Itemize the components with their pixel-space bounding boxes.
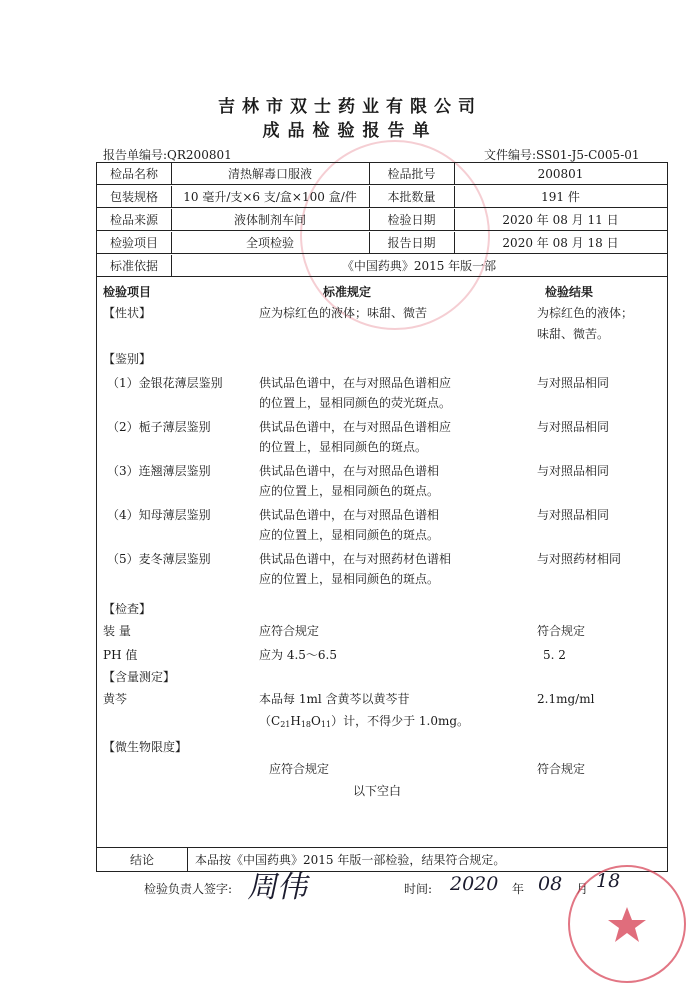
check-2-name: PH 值 xyxy=(103,648,138,662)
formula-o-sub: 11 xyxy=(320,720,332,729)
info-row-standard xyxy=(97,255,667,277)
ident-1-spec-line2: 的位置上，显相同颜色的荧光斑点。 xyxy=(259,396,452,410)
ident-3-result: 与对照品相同 xyxy=(537,464,610,478)
section-identification: 【鉴别】 xyxy=(103,352,152,366)
year-value: 2020 xyxy=(450,873,499,895)
standard-value: 《中国药典》2015 年版一部 xyxy=(341,259,497,273)
test-date-value: 2020 年 08 月 11 日 xyxy=(502,213,619,227)
ident-5-name: （5）麦冬薄层鉴别 xyxy=(107,552,211,566)
column-item-header: 检验项目 xyxy=(103,285,152,299)
time-label: 时间: xyxy=(404,882,433,896)
ident-3-name: （3）连翘薄层鉴别 xyxy=(107,464,211,478)
report-number-label: 报告单编号: xyxy=(103,148,168,162)
formula-o: O xyxy=(311,714,321,728)
report-date-label: 报告日期 xyxy=(387,236,436,250)
report-number-value: QR200801 xyxy=(167,148,232,162)
file-number xyxy=(484,146,640,163)
info-row-spec xyxy=(97,186,667,208)
assay-spec-line2 xyxy=(259,711,469,735)
character-spec: 应为棕红色的液体；味甜、微苦 xyxy=(259,306,428,320)
check-1-name: 装 量 xyxy=(103,624,131,638)
info-row-source xyxy=(97,209,667,231)
month-value: 08 xyxy=(538,873,563,895)
signature: 周伟 xyxy=(245,870,313,905)
formula-h: H xyxy=(290,714,301,728)
column-spec-header: 标准规定 xyxy=(323,285,372,299)
section-character: 【性状】 xyxy=(103,306,152,320)
check-1-spec: 应符合规定 xyxy=(259,624,320,638)
conclusion-label: 结论 xyxy=(129,853,154,867)
source-label: 检品来源 xyxy=(109,213,158,227)
ident-1-result: 与对照品相同 xyxy=(537,376,610,390)
ident-5-spec-line2: 应的位置上，显相同颜色的斑点。 xyxy=(259,572,440,586)
test-date-label: 检验日期 xyxy=(387,213,436,227)
seal-star-icon xyxy=(570,867,684,981)
ident-5-result: 与对照药材相同 xyxy=(537,552,622,566)
batch-value: 200801 xyxy=(537,167,584,181)
item-value: 全项检验 xyxy=(245,236,294,250)
character-result-line1: 为棕红色的液体； xyxy=(537,306,634,320)
batch-label: 检品批号 xyxy=(387,167,436,181)
ident-2-name: （2）栀子薄层鉴别 xyxy=(107,420,211,434)
ident-1-spec-line1: 供试品色谱中，在与对照品色谱相应 xyxy=(259,376,452,390)
day-value: 18 xyxy=(596,870,621,892)
assay-spec-line1: 本品每 1ml 含黄芩以黄芩苷 xyxy=(259,692,410,706)
ident-4-result: 与对照品相同 xyxy=(537,508,610,522)
ident-5-spec-line1: 供试品色谱中，在与对照药材色谱相 xyxy=(259,552,452,566)
ident-4-name: （4）知母薄层鉴别 xyxy=(107,508,211,522)
report-table xyxy=(96,162,668,872)
report-date-value: 2020 年 08 月 18 日 xyxy=(502,236,619,250)
conclusion-text: 本品按《中国药典》2015 年版一部检验，结果符合规定。 xyxy=(195,853,506,867)
assay-name: 黄芩 xyxy=(103,692,128,706)
ident-4-spec-line1: 供试品色谱中，在与对照品色谱相 xyxy=(259,508,440,522)
qty-label: 本批数量 xyxy=(387,190,436,204)
formula-rest: ）计，不得少于 1.0mg。 xyxy=(331,714,470,728)
ident-2-spec-line2: 的位置上，显相同颜色的斑点。 xyxy=(259,440,428,454)
report-number xyxy=(103,146,232,163)
ident-1-name: （1）金银花薄层鉴别 xyxy=(107,376,223,390)
month-unit: 月 xyxy=(576,882,589,896)
formula-h-sub: 18 xyxy=(300,720,312,729)
check-2-spec: 应为 4.5～6.5 xyxy=(259,648,337,662)
file-number-value: SS01-J5-C005-01 xyxy=(536,148,640,162)
ident-2-result: 与对照品相同 xyxy=(537,420,610,434)
quality-seal xyxy=(568,865,686,983)
spec-label: 包装规格 xyxy=(109,190,158,204)
signer-label: 检验负责人签字: xyxy=(144,882,233,896)
blank-below-note: 以下空白 xyxy=(353,784,402,798)
assay-result: 2.1mg/ml xyxy=(537,692,595,706)
item-label: 检验项目 xyxy=(109,236,158,250)
micro-spec: 应符合规定 xyxy=(269,762,330,776)
year-unit: 年 xyxy=(512,882,525,896)
qty-value: 191 件 xyxy=(541,190,580,204)
standard-label: 标准依据 xyxy=(109,259,158,273)
column-result-header: 检验结果 xyxy=(545,285,594,299)
file-number-label: 文件编号: xyxy=(484,148,537,162)
check-2-result: 5. 2 xyxy=(543,648,566,662)
document-title: 成品检验报告单 xyxy=(262,121,438,141)
formula-open: （C xyxy=(259,714,281,728)
spec-value: 10 毫升/支×6 支/盒×100 盒/件 xyxy=(183,190,357,204)
ident-2-spec-line1: 供试品色谱中，在与对照品色谱相应 xyxy=(259,420,452,434)
micro-result: 符合规定 xyxy=(537,762,586,776)
check-1-result: 符合规定 xyxy=(537,624,586,638)
company-name: 吉林市双士药业有限公司 xyxy=(218,97,482,117)
formula-c-sub: 21 xyxy=(280,720,291,729)
ident-3-spec-line1: 供试品色谱中，在与对照品色谱相 xyxy=(259,464,440,478)
info-row-item xyxy=(97,232,667,254)
name-label: 检品名称 xyxy=(109,167,158,181)
source-value: 液体制剂车间 xyxy=(233,213,306,227)
section-check: 【检查】 xyxy=(103,602,152,616)
name-value: 清热解毒口服液 xyxy=(227,167,312,181)
info-row-name xyxy=(97,163,667,185)
ident-4-spec-line2: 应的位置上，显相同颜色的斑点。 xyxy=(259,528,440,542)
ident-3-spec-line2: 应的位置上，显相同颜色的斑点。 xyxy=(259,484,440,498)
character-result-line2: 味甜、微苦。 xyxy=(537,327,610,341)
section-micro: 【微生物限度】 xyxy=(103,740,188,754)
section-assay: 【含量测定】 xyxy=(103,670,176,684)
